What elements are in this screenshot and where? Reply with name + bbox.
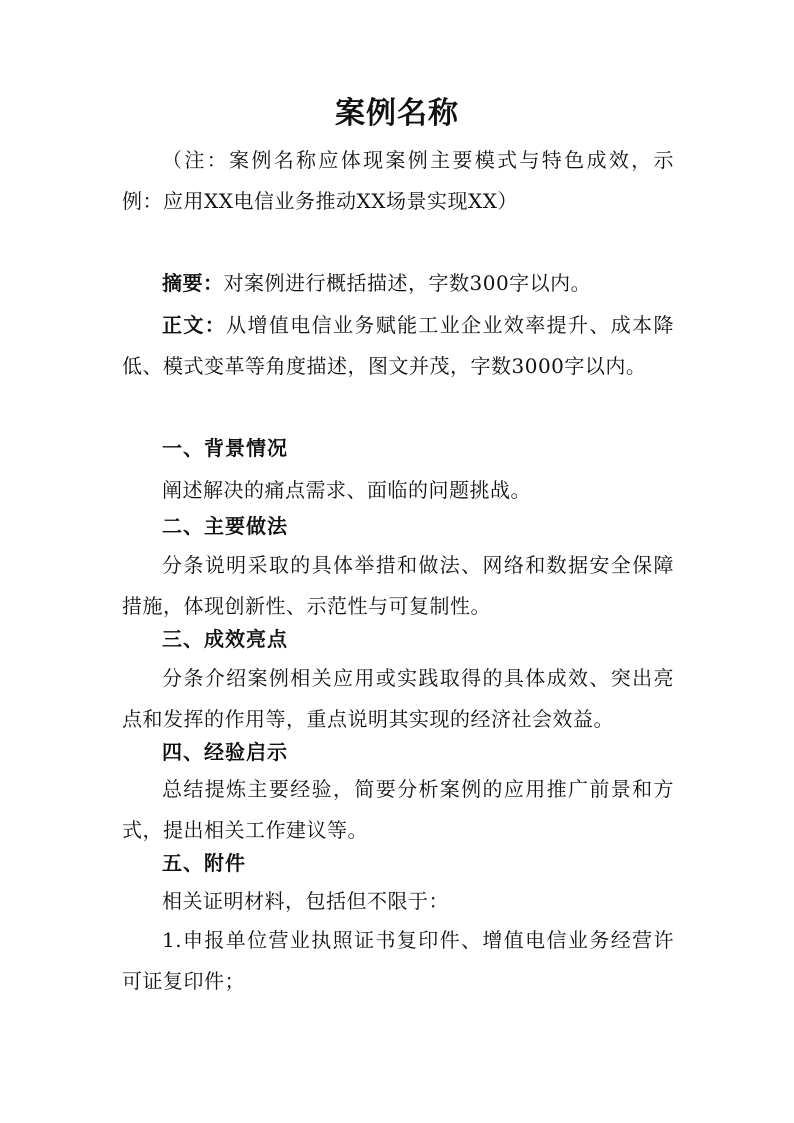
- abstract-label: 摘要：: [162, 271, 224, 295]
- section-paragraph-background: 阐述解决的痛点需求、面临的问题挑战。: [162, 478, 531, 502]
- section-heading-attachments: 五、附件: [162, 851, 246, 875]
- document-title: 案例名称: [335, 96, 459, 131]
- section-paragraph-approach: 分条说明采取的具体举措和做法、网络和数据安全保障措施，体现创新性、示范性与可复制性。: [122, 553, 674, 618]
- abstract-text: 对案例进行概括描述，字数300字以内。: [223, 271, 592, 295]
- body-paragraph: [122, 305, 674, 387]
- abstract-paragraph: [122, 263, 674, 304]
- section-heading-approach: 二、主要做法: [162, 514, 288, 538]
- section-paragraph-results: 分条介绍案例相关应用或实践取得的具体成效、突出亮点和发挥的作用等，重点说明其实现的经济社会效益。: [122, 666, 674, 731]
- section-heading-results: 三、成效亮点: [162, 627, 288, 651]
- section-paragraph-lessons: 总结提炼主要经验，简要分析案例的应用推广前景和方式，提出相关工作建议等。: [122, 777, 674, 842]
- body-text: 从增值电信业务赋能工业企业效率提升、成本降低、模式变革等角度描述，图文并茂，字数3000字以内。: [122, 313, 675, 378]
- section-paragraph-attachments-intro: 相关证明材料，包括但不限于：: [162, 889, 449, 913]
- section-paragraph-attachments-item-1: 1.申报单位营业执照证书复印件、增值电信业务经营许可证复印件；: [122, 928, 674, 993]
- title-note: （注：案例名称应体现案例主要模式与特色成效，示例：应用XX电信业务推动XX场景实现XX）: [122, 148, 674, 213]
- section-heading-lessons: 四、经验启示: [162, 740, 288, 764]
- section-heading-background: 一、背景情况: [162, 436, 288, 460]
- body-label: 正文：: [162, 313, 227, 337]
